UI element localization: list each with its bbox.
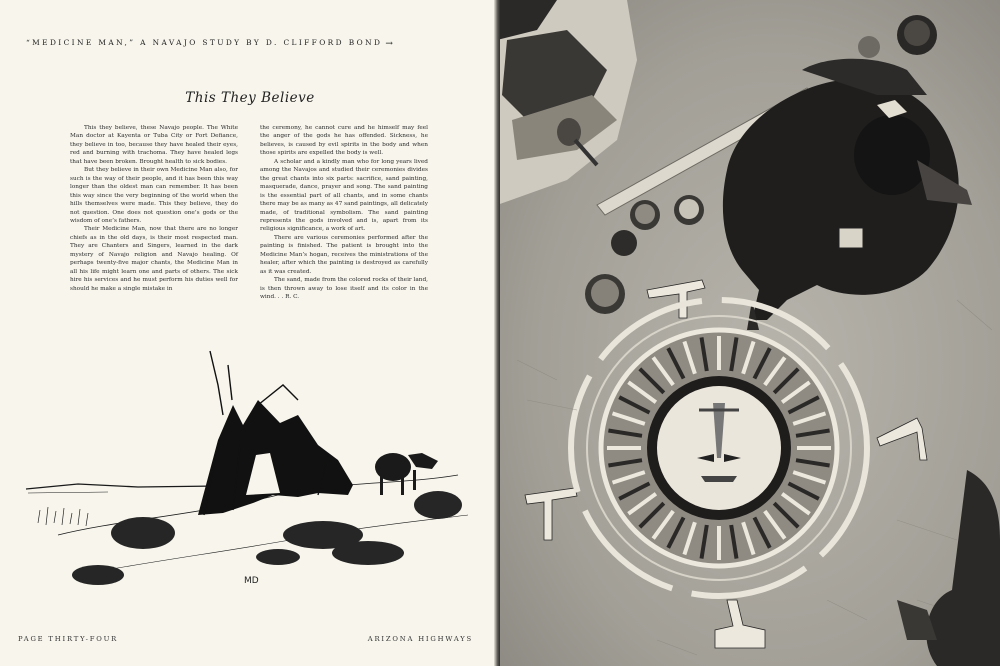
arrow-right-icon: →: [385, 39, 393, 49]
paragraph: The sand, made from the colored rocks of their land, is then thrown away to lose itself and its color in the wind. . . R. C.: [260, 277, 428, 301]
text-column-2: [260, 124, 428, 302]
paragraph: Their Medicine Man, now that there are no longer chiefs as in the old days, is their most respected man. They are Chanters and Singers, learned in the dark mystery of Navajo religion and Navajo healing. Of perhaps twenty-five major chants, the Medicine Man in all his life might learn one and parts of others. The sick hire his services and he must perform his duties well for should he make a single mistake in: [70, 226, 238, 292]
text-column-1: [70, 124, 238, 293]
paragraph: the ceremony, he cannot cure and he himself may feel the anger of the gods he has offended. Sickness, he believes, is caused by evil spirits in the body and when those spirits are expelled the body is well.: [260, 125, 428, 157]
article-body: [70, 124, 440, 329]
running-head: [26, 38, 476, 49]
page-number: PAGE THIRTY-FOUR: [18, 635, 119, 643]
artist-signature: MD: [244, 576, 259, 586]
paragraph: A scholar and a kindly man who for long years lived among the Navajos and studied their ceremonies divides the great chants into six parts: sacrifice, sand painting, masquerade, dance, prayer and song. The sand painting is the essential part of all chants, and in some chants there may be as many as 47 sand paintings, all delicately made, of traditional symbolism. The sand painting represents the gods involved and is, apart from its religious significance, a work of art.: [260, 158, 428, 233]
left-page: [0, 0, 497, 666]
page-gutter: [494, 0, 500, 666]
paragraph: This they believe, these Navajo people. The White Man doctor at Kayenta or Tuba City or Fort Defiance, they believe in too, because they have healed their eyes, red and burning with trachoma. They have healed legs that have been broken. Brought health to sick bodies.: [70, 125, 238, 165]
running-head-text: “MEDICINE MAN,” A NAVAJO STUDY BY D. CLIFFORD BOND: [26, 38, 383, 47]
magazine-name: ARIZONA HIGHWAYS: [367, 635, 473, 643]
paragraph: There are various ceremonies performed after the painting is finished. The patient is brought into the Medicine Man’s hogan, receives the ministrations of the healer, after which the painting is destroyed as carefully as it was created.: [260, 234, 428, 275]
paragraph: But they believe in their own Medicine Man also, for such is the way of their people, and it has been this way longer than the oldest man can remember. It has been this way since the very beginning of the world when the hills themselves were made. This they believe, they do not question. One does not question one’s gods or the wisdom of one’s fathers.: [70, 167, 238, 224]
hogan-illustration: [18, 345, 478, 605]
right-page: [497, 0, 1000, 666]
article-title: This They Believe: [185, 90, 315, 106]
sand-painting-photo: [497, 0, 1000, 666]
